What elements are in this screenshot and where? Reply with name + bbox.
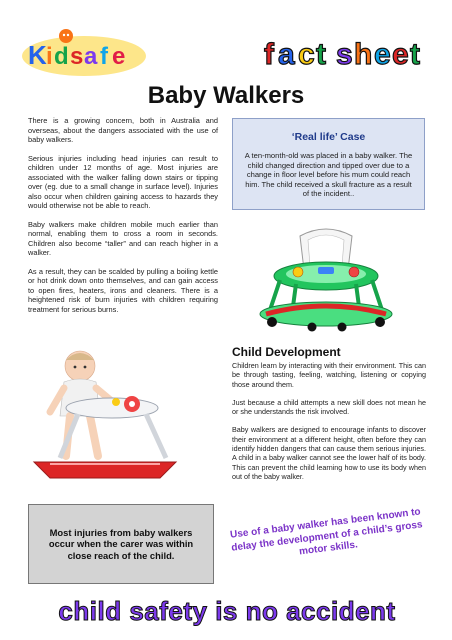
motor-skills-callout: Use of a baby walker has been known to delay the development of a child’s gross motor skills.: [229, 506, 424, 558]
real-life-case-box: [232, 118, 425, 210]
svg-text:h: h: [354, 38, 373, 71]
svg-text:s: s: [70, 43, 84, 70]
paragraph-design: Baby walkers are designed to encourage infants to discover their environment at a different height, often before they can identify hidden dangers that can cause them serious injuries. A child in a baby walker cannot see the lower half of its body. This can prevent the child learning how to use its body when out of the baby walker.: [232, 425, 426, 481]
svg-text:d: d: [54, 43, 69, 70]
paragraph-mobility: Baby walkers make children mobile much earlier than normal, enabling them to cross a room in seconds. Children also become “taller” and can reach higher in a walker.: [28, 219, 218, 257]
svg-text:e: e: [392, 38, 409, 71]
baby-walker-photo: [252, 222, 400, 334]
intro-text: [28, 116, 218, 323]
fact-sheet-banner: [262, 28, 430, 74]
kidsafe-logo: [20, 26, 150, 78]
svg-text:f: f: [100, 43, 108, 70]
paragraph-injuries: Serious injuries including head injuries can result to children under 12 months of age. Most injuries are associated with the walker falling down stairs or tipping over (eg. due to a small change in surface level). Injuries also occur when children gaining access to hazards they would otherwise not be able to reach.: [28, 153, 218, 210]
svg-text:e: e: [112, 43, 126, 70]
injury-callout-box: [28, 504, 214, 584]
svg-text:a: a: [84, 43, 98, 70]
svg-text:s: s: [336, 38, 353, 71]
page-title: Baby Walkers: [147, 82, 305, 109]
child-development-text: [232, 361, 426, 490]
paragraph-learning: Children learn by interacting with their environment. This can be through tasting, feeling, watching, listening or copying those around them.: [232, 361, 426, 389]
paragraph-risk: Just because a child attempts a new skill does not mean he or she understands the risk involved.: [232, 397, 426, 417]
svg-text:i: i: [46, 43, 53, 70]
svg-text:f: f: [264, 38, 274, 71]
svg-text:c: c: [298, 38, 315, 71]
real-life-case-text: A ten-month-old was placed in a baby walker. The child changed direction and tipped over due to a change in floor level before his mum could reach him. The child received a skull fracture as a result of the incident..: [244, 151, 413, 199]
svg-text:t: t: [316, 38, 326, 71]
paragraph-burns: As a result, they can be scalded by pulling a boiling kettle or hot drink down onto themselves, and can gain access to open fires, heaters, irons and cleaners. There is a heightened risk of burn injuries with children requiring treatment for serious burns.: [28, 266, 218, 314]
injury-callout-text: Most injuries from baby walkers occur when the carer was within close reach of the child.: [48, 526, 194, 561]
svg-text:e: e: [374, 38, 391, 71]
svg-text:a: a: [278, 38, 295, 71]
svg-text:K: K: [28, 40, 47, 70]
svg-text:t: t: [410, 38, 420, 71]
svg-text:child safety is no accident: child safety is no accident: [58, 596, 396, 626]
real-life-case-title: ‘Real life’ Case: [291, 131, 366, 143]
paragraph-concern: There is a growing concern, both in Australia and overseas, about the dangers associated with the use of baby walkers.: [28, 116, 218, 144]
child-development-heading: Child Development: [232, 345, 341, 359]
child-safety-banner: [26, 594, 428, 628]
baby-in-walker-photo: [20, 338, 190, 486]
